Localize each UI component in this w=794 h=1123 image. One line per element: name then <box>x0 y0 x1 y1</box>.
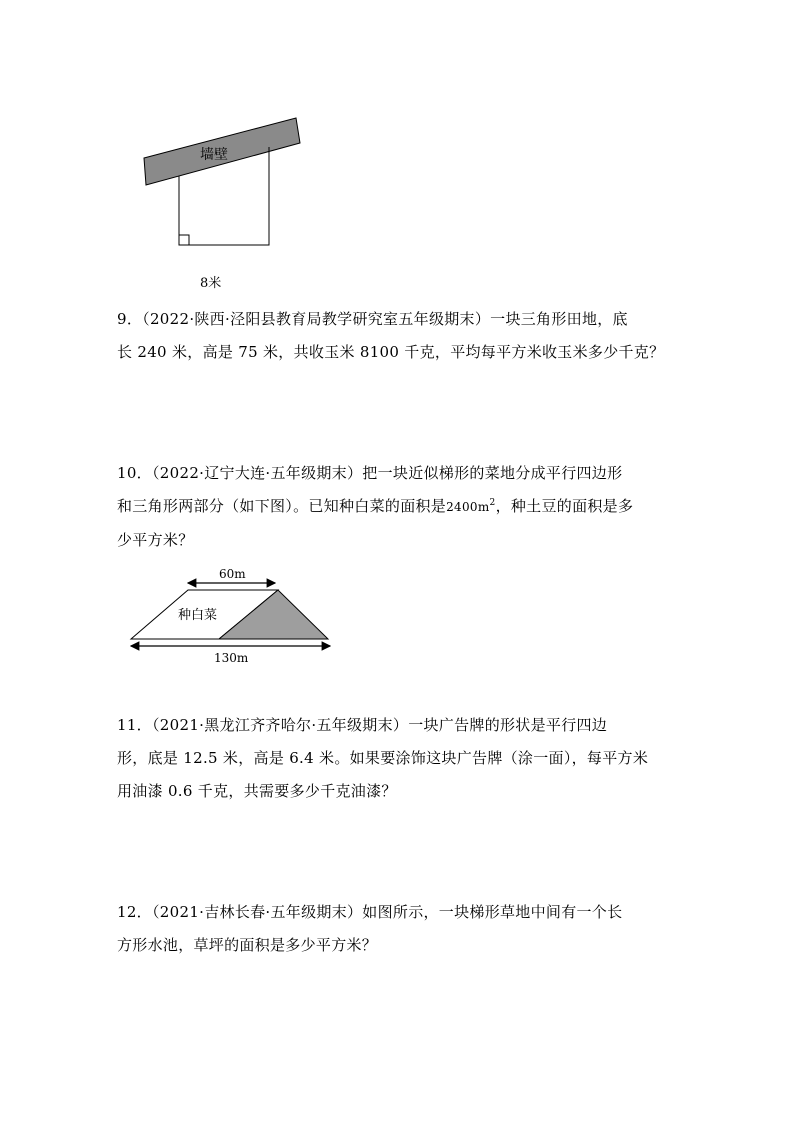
q10-line-2-text-b: ，种土豆的面积是多 <box>495 497 634 515</box>
q10-area-value: 2400m <box>446 500 490 514</box>
wall-figure <box>130 110 310 295</box>
wall-label: 墙壁 <box>200 147 228 163</box>
q10-line-3: 少平方米？ <box>117 531 194 549</box>
q9-line-1: 9．（2022·陕西·泾阳县教育局教学研究室五年级期末）一块三角形田地，底 <box>117 310 628 328</box>
q9-line-2: 长 240 米，高是 75 米，共收玉米 8100 千克，平均每平方米收玉米多少千克？ <box>117 343 665 361</box>
right-angle-mark <box>179 235 189 245</box>
q12-line-2: 方形水池，草坪的面积是多少平方米？ <box>117 936 378 954</box>
q10-line-2 <box>117 490 677 524</box>
q10-area-exponent: 2 <box>489 498 496 508</box>
bottom-length-label: 130m <box>214 651 249 665</box>
q10-line-1: 10．（2022·辽宁大连·五年级期末）把一块近似梯形的菜地分成平行四边形 <box>117 464 623 482</box>
q11-line-2: 形，底是 12.5 米，高是 6.4 米。如果要涂饰这块广告牌（涂一面），每平方米 <box>117 749 649 767</box>
q10-line-2-text-a: 和三角形两部分（如下图）。已知种白菜的面积是 <box>117 497 447 515</box>
question-9 <box>117 303 677 369</box>
question-10 <box>117 457 677 557</box>
cabbage-region-label: 种白菜 <box>178 608 218 623</box>
q11-line-3: 用油漆 0.6 千克，共需要多少千克油漆？ <box>117 782 397 800</box>
question-11 <box>117 709 677 808</box>
q11-line-1: 11．（2021·黑龙江齐齐哈尔·五年级期末）一块广告牌的形状是平行四边 <box>117 716 608 734</box>
trapezoid-figure <box>120 560 340 670</box>
top-length-label: 60m <box>219 567 246 581</box>
q12-line-1: 12．（2021·吉林长春·五年级期末）如图所示，一块梯形草地中间有一个长 <box>117 903 623 921</box>
question-12 <box>117 896 677 962</box>
base-length-label: 8米 <box>200 276 222 291</box>
